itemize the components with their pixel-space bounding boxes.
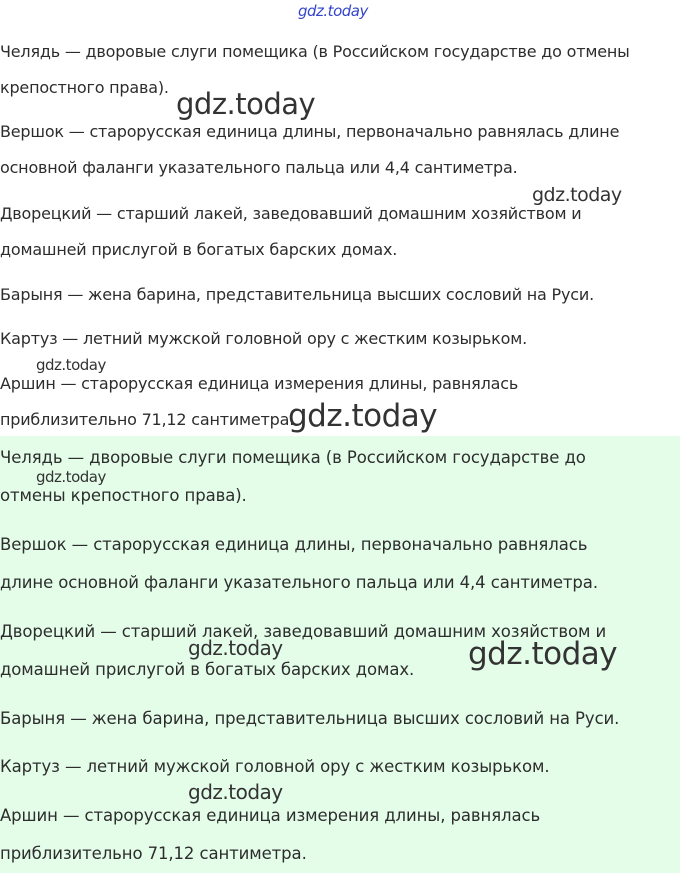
definition-line: Дворецкий — старший лакей, заведовавший домашним хозяйством и (0, 622, 607, 641)
definition-line: Дворецкий — старший лакей, заведовавший домашним хозяйством и (0, 204, 582, 223)
definition-kartuz (0, 321, 527, 357)
watermark-text: gdz.today (36, 356, 106, 374)
watermark-text: gdz.today (288, 398, 438, 434)
definition-line: Вершок — старорусская единица длины, первоначально равнялась (0, 535, 588, 554)
definition-line: Картуз — летний мужской головной ору с жестким козырьком. (0, 757, 550, 776)
watermark-text: gdz.today (36, 468, 106, 486)
watermark-text: gdz.today (532, 184, 622, 206)
watermark-text: gdz.today (188, 780, 283, 804)
definition-line: Челядь — дворовые слуги помещика (в Российском государстве до отмены (0, 42, 630, 61)
definition-line: Аршин — старорусская единица измерения длины, равнялась (0, 374, 519, 393)
definition-vershok (0, 526, 598, 602)
watermark-text: gdz.today (468, 636, 618, 672)
definition-line: крепостного права). (0, 78, 169, 97)
definition-line: Челядь — дворовые слуги помещика (в Российском государстве до (0, 448, 586, 467)
definition-arshin (0, 797, 540, 873)
watermark-text: gdz.today (298, 2, 368, 20)
definition-line: приблизительно 71,12 сантиметра. (0, 410, 295, 429)
definition-line: отмены крепостного права). (0, 486, 247, 505)
definition-line: Барыня — жена барина, представительница высших сословий на Руси. (0, 709, 620, 728)
definition-line: Аршин — старорусская единица измерения длины, равнялась (0, 806, 541, 825)
definition-line: приблизительно 71,12 сантиметра. (0, 844, 307, 863)
definition-barynya (0, 277, 594, 313)
definition-line: Картуз — летний мужской головной ору с жестким козырьком. (0, 329, 527, 348)
definition-vershok (0, 114, 619, 186)
watermark-text: gdz.today (176, 87, 316, 121)
definition-barynya (0, 700, 619, 738)
definition-line: Вершок — старорусская единица длины, первоначально равнялась длине (0, 122, 620, 141)
definition-line: домашней прислугой в богатых барских домах. (0, 660, 415, 679)
definition-line: домашней прислугой в богатых барских домах. (0, 240, 398, 259)
definition-dvoretsky (0, 196, 581, 268)
definition-line: основной фаланги указательного пальца или 4,4 сантиметра. (0, 158, 518, 177)
definition-arshin (0, 366, 518, 438)
definition-line: длине основной фаланги указательного пальца или 4,4 сантиметра. (0, 573, 598, 592)
watermark-text: gdz.today (188, 636, 283, 660)
definition-line: Барыня — жена барина, представительница высших сословий на Руси. (0, 285, 594, 304)
